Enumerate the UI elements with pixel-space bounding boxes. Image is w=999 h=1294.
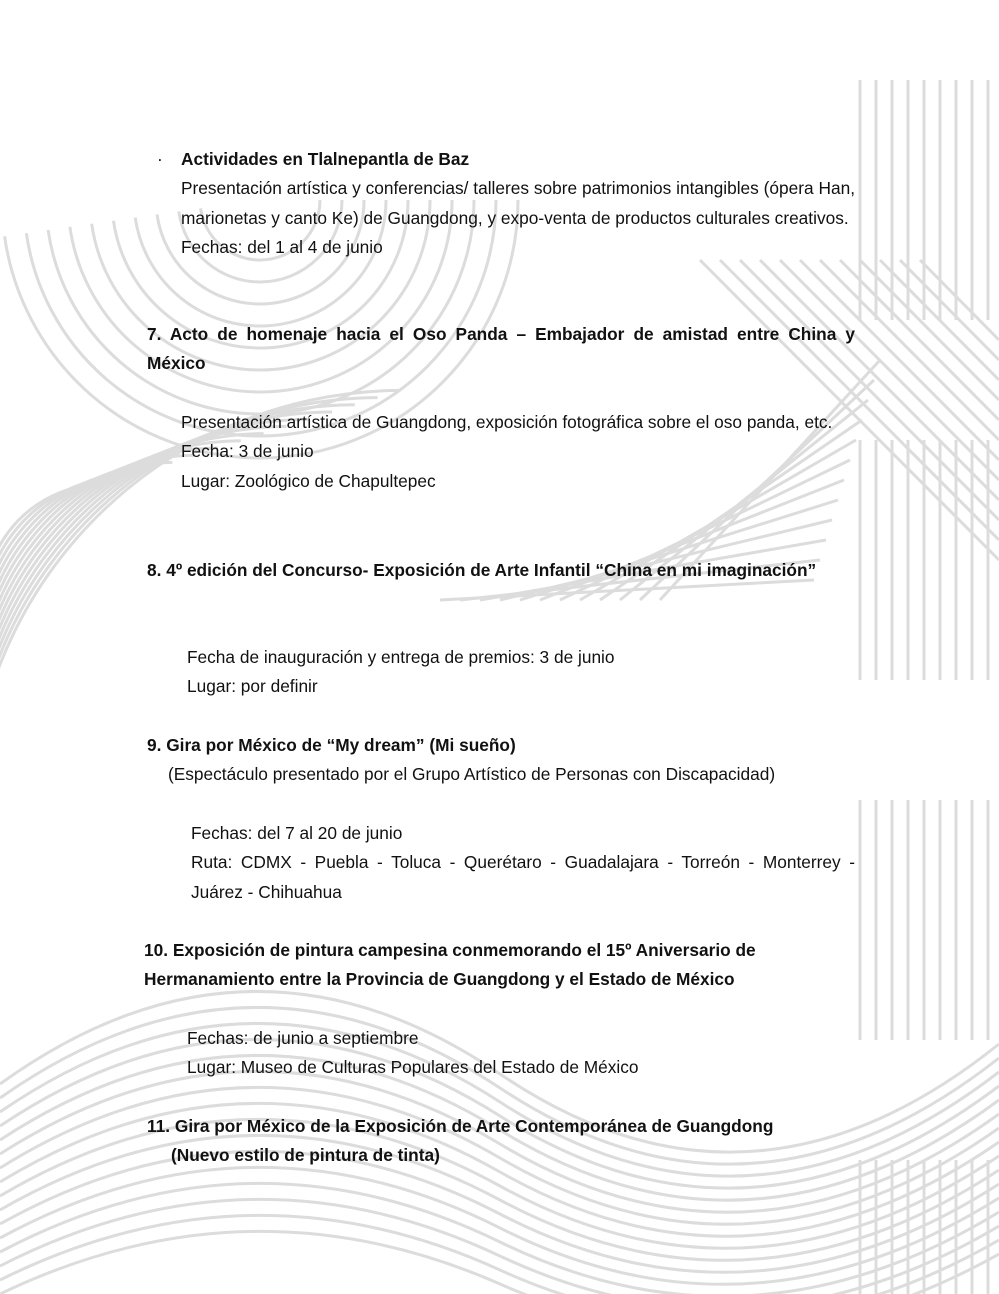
section-11-title-line-2: (Nuevo estilo de pintura de tinta) bbox=[171, 1145, 440, 1166]
section-10-dates: Fechas: de junio a septiembre bbox=[187, 1028, 419, 1048]
section-10-place: Lugar: Museo de Culturas Populares del Estado de México bbox=[187, 1057, 639, 1078]
section-7-title: 7. Acto de homenaje hacia el Oso Panda – Embajador de amistad entre China y México bbox=[147, 324, 855, 374]
section-9-body bbox=[191, 819, 855, 907]
section-9-title: 9. Gira por México de “My dream” (Mi sueño) bbox=[147, 735, 516, 755]
section-10-title-line-2: Hermanamiento entre la Provincia de Guangdong y el Estado de México bbox=[144, 969, 735, 990]
section-10-body bbox=[187, 1024, 855, 1083]
section-10-title bbox=[144, 936, 864, 995]
section-10-title-line-1: 10. Exposición de pintura campesina conmemorando el 15º Aniversario de bbox=[144, 940, 756, 960]
section-tlalnepantla-description: Presentación artística y conferencias/ talleres sobre patrimonios intangibles (ópera Han, marionetas y canto Ke) de Guangdong, y expo-venta de productos culturales creativos. bbox=[181, 178, 855, 228]
section-8-date: Fecha de inauguración y entrega de premios: 3 de junio bbox=[187, 647, 615, 667]
section-7-description: Presentación artística de Guangdong, exposición fotográfica sobre el oso panda, etc. bbox=[181, 412, 833, 432]
section-9-dates: Fechas: del 7 al 20 de junio bbox=[191, 823, 403, 843]
section-7-body bbox=[181, 408, 855, 496]
section-tlalnepantla-dates: Fechas: del 1 al 4 de junio bbox=[181, 237, 383, 258]
section-tlalnepantla bbox=[181, 145, 855, 263]
section-11-title-line-1: 11. Gira por México de la Exposición de Arte Contemporánea de Guangdong bbox=[147, 1116, 774, 1136]
bullet-marker: · bbox=[157, 149, 163, 169]
section-8-place: Lugar: por definir bbox=[187, 676, 318, 697]
section-9-route: Ruta: CDMX - Puebla - Toluca - Querétaro - Guadalajara - Torreón - Monterrey - Juárez - Chihuahua bbox=[191, 852, 855, 902]
watermark-line bbox=[840, 260, 999, 420]
section-7-place: Lugar: Zoológico de Chapultepec bbox=[181, 470, 436, 491]
section-11-title bbox=[147, 1112, 867, 1171]
section-7-date: Fecha: 3 de junio bbox=[181, 441, 314, 462]
section-9-subtitle: (Espectáculo presentado por el Grupo Artístico de Personas con Discapacidad) bbox=[168, 764, 776, 784]
section-8-body bbox=[187, 643, 855, 702]
watermark-line bbox=[0, 470, 150, 688]
watermark-line bbox=[900, 260, 999, 360]
section-tlalnepantla-title: Actividades en Tlalnepantla de Baz bbox=[181, 149, 470, 169]
watermark-line bbox=[860, 260, 999, 400]
section-8-title: 8. 4º edición del Concurso- Exposición de Arte Infantil “China en mi imaginación” bbox=[147, 560, 817, 580]
